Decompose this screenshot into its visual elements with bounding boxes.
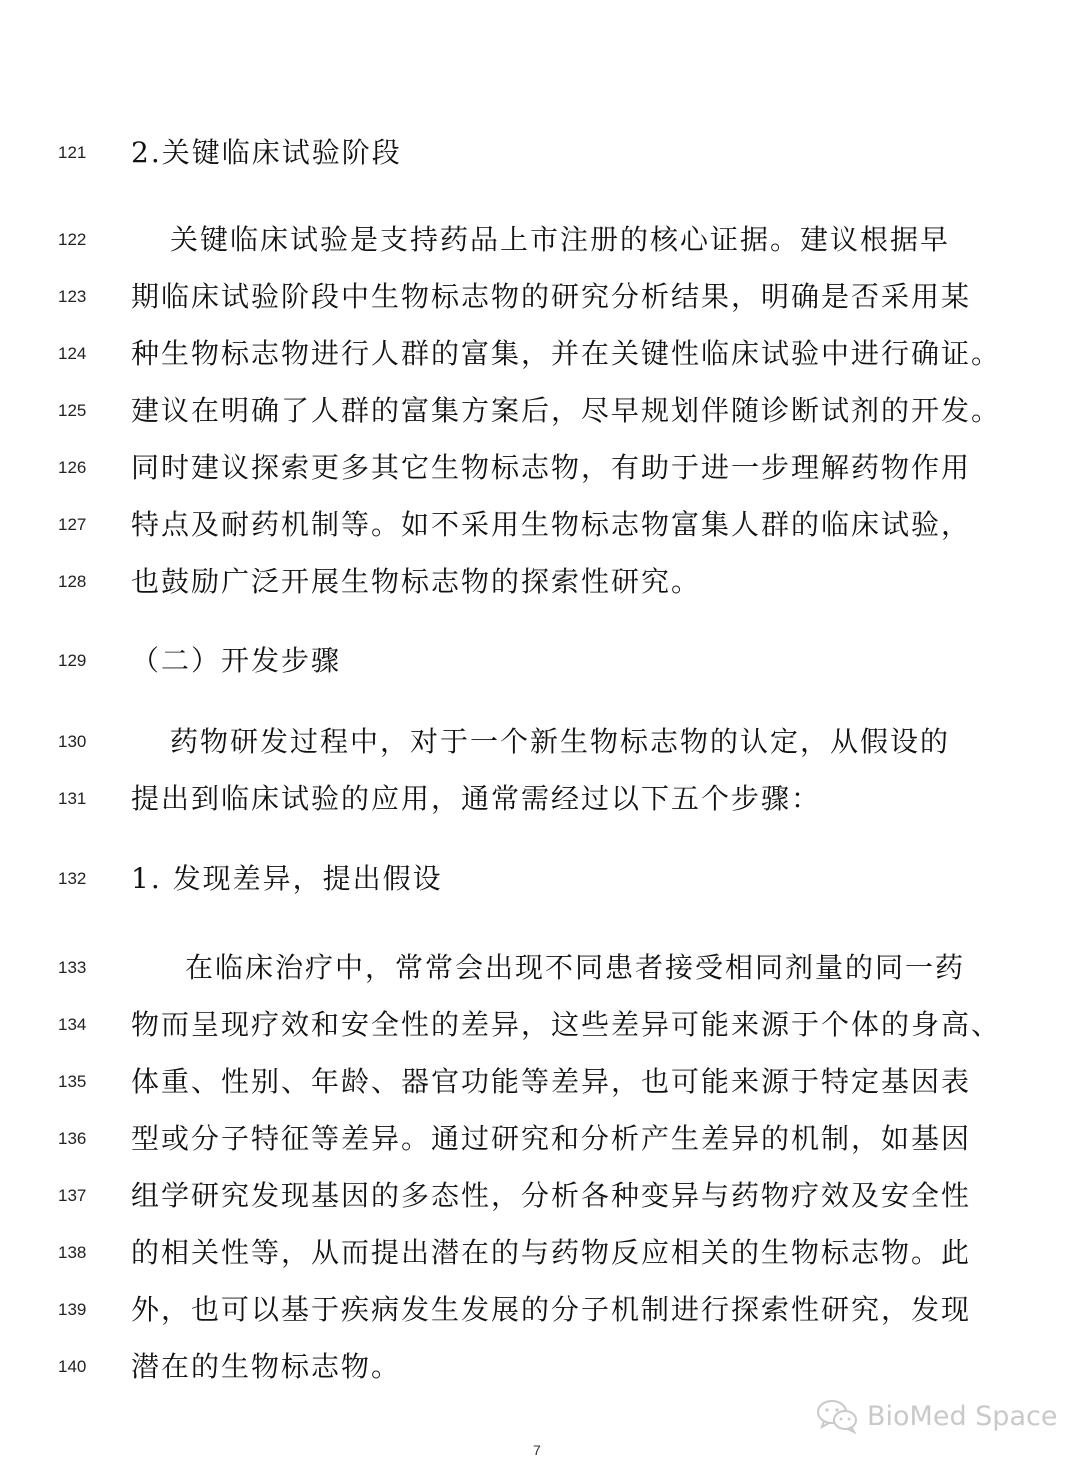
line-number: 122 [58, 230, 87, 249]
paragraph-text: 种生物标志物进行人群的富集，并在关键性临床试验中进行确证。 [131, 337, 1002, 370]
line-number: 125 [58, 401, 87, 420]
line-number: 132 [58, 869, 87, 888]
document-line [0, 724, 1080, 764]
paragraph-text: 特点及耐药机制等。如不采用生物标志物富集人群的临床试验， [131, 508, 972, 541]
paragraph-text: 的相关性等，从而提出潜在的与药物反应相关的生物标志物。此 [131, 1236, 972, 1269]
watermark-text: BioMed Space [867, 1400, 1058, 1432]
paragraph-text: 建议在明确了人群的富集方案后，尽早规划伴随诊断试剂的开发。 [131, 394, 1002, 427]
line-number: 130 [58, 732, 87, 751]
line-number: 124 [58, 344, 87, 363]
paragraph-text: 外，也可以基于疾病发生发展的分子机制进行探索性研究，发现 [131, 1293, 972, 1326]
section-heading: 1. 发现差异，提出假设 [131, 862, 443, 895]
document-line [0, 781, 1080, 821]
document-line [0, 450, 1080, 490]
line-number: 123 [58, 287, 87, 306]
document-line [0, 1292, 1080, 1332]
document-line [0, 861, 1080, 901]
document-line [0, 1007, 1080, 1047]
line-number: 121 [58, 143, 87, 162]
line-number: 134 [58, 1015, 87, 1034]
paragraph-text: 物而呈现疗效和安全性的差异，这些差异可能来源于个体的身高、 [131, 1008, 1002, 1041]
paragraph-text: 期临床试验阶段中生物标志物的研究分析结果，明确是否采用某 [131, 280, 972, 313]
wechat-icon [815, 1398, 859, 1434]
document-line [0, 222, 1080, 262]
document-line [0, 507, 1080, 547]
paragraph-text: 体重、性别、年龄、器官功能等差异，也可能来源于特定基因表 [131, 1065, 972, 1098]
paragraph-text: 在临床治疗中，常常会出现不同患者接受相同剂量的同一药 [185, 951, 966, 984]
line-number: 129 [58, 651, 87, 670]
line-number: 135 [58, 1072, 87, 1091]
line-number: 131 [58, 789, 87, 808]
document-line [0, 135, 1080, 175]
document-line [0, 1235, 1080, 1275]
document-line [0, 1178, 1080, 1218]
line-number: 127 [58, 515, 87, 534]
document-line [0, 564, 1080, 604]
document-line [0, 1064, 1080, 1104]
line-number: 133 [58, 958, 87, 977]
line-number: 136 [58, 1129, 87, 1148]
section-heading: 2.关键临床试验阶段 [131, 136, 402, 169]
line-number: 137 [58, 1186, 87, 1205]
section-heading: （二）开发步骤 [131, 644, 342, 677]
document-line [0, 336, 1080, 376]
line-number: 138 [58, 1243, 87, 1262]
paragraph-text: 潜在的生物标志物。 [131, 1350, 402, 1383]
line-number: 128 [58, 572, 87, 591]
paragraph-text: 型或分子特征等差异。通过研究和分析产生差异的机制，如基因 [131, 1122, 972, 1155]
line-number: 139 [58, 1300, 87, 1319]
document-line [0, 393, 1080, 433]
paragraph-text: 组学研究发现基因的多态性，分析各种变异与药物疗效及安全性 [131, 1179, 972, 1212]
document-line [0, 1121, 1080, 1161]
page-number: 7 [533, 1442, 541, 1458]
document-line [0, 279, 1080, 319]
paragraph-text: 提出到临床试验的应用，通常需经过以下五个步骤： [131, 782, 822, 815]
paragraph-text: 同时建议探索更多其它生物标志物，有助于进一步理解药物作用 [131, 451, 972, 484]
document-line [0, 643, 1080, 683]
paragraph-text: 关键临床试验是支持药品上市注册的核心证据。建议根据早 [170, 223, 951, 256]
line-number: 126 [58, 458, 87, 477]
paragraph-text: 也鼓励广泛开展生物标志物的探索性研究。 [131, 565, 702, 598]
line-number: 140 [58, 1357, 87, 1376]
document-line [0, 1349, 1080, 1389]
paragraph-text: 药物研发过程中，对于一个新生物标志物的认定，从假设的 [170, 725, 951, 758]
document-line [0, 950, 1080, 990]
watermark [815, 1396, 1057, 1436]
